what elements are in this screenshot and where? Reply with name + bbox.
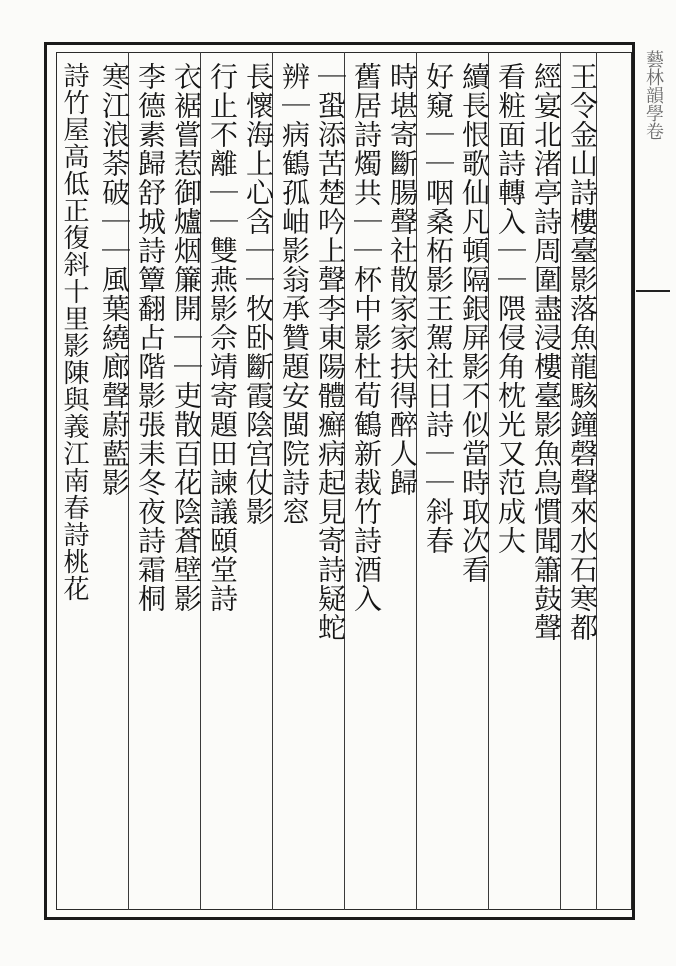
text-column-5: 好窺｜｜咽桑柘影王駕社日詩｜｜斜春: [422, 62, 455, 555]
text-column-8: ｜蛩添苦楚吟上聲李東陽體癬病起見寄詩疑蛇: [314, 62, 347, 642]
text-column-6: 時堪寄斷腸聲社散家家扶得醉人歸: [386, 62, 419, 497]
text-column-10: 長懷海上心含｜｜牧卧斷霞陰宫仗影: [242, 62, 275, 526]
text-column-12: 衣裾嘗惹御爐烟簾開｜｜吏散百花陰蒼壁影: [170, 62, 203, 613]
text-column-2: 經宴北渚亭詩周圍盡浸樓臺影魚鳥慣聞簫鼓聲: [530, 62, 563, 642]
fore-edge-caption: 藝林韻學卷: [643, 50, 664, 140]
text-column-9: 辨｜病鶴孤岫影翁承贊題安閩院詩窓: [278, 62, 311, 526]
text-column-4: 續長恨歌仙凡頓隔銀屏影不似當時取次看: [458, 62, 491, 584]
text-column-1: 王令金山詩樓臺影落魚龍駭鐘磬聲來水石寒都: [566, 62, 599, 642]
text-column-14: 寒江浪荼破｜｜風葉繞廊聲蔚藍影: [98, 62, 131, 497]
text-column-11: 行止不離｜｜雙燕影佘靖寄題田諫議頤堂詩: [206, 62, 239, 613]
text-column-13: 李德素歸舒城詩簟翻占階影張耒冬夜詩霜桐: [134, 62, 167, 613]
text-column-16: [58, 62, 66, 912]
text-column-15: 詩竹屋高低正復斜十里影陳與義江南春詩桃花: [59, 62, 89, 602]
text-column-3: 看粧面詩轉入｜｜隈侵角枕光又范成大: [494, 62, 527, 555]
text-column-7: 舊居詩燭共｜｜杯中影杜荀鶴新裁竹詩酒入: [350, 62, 383, 613]
